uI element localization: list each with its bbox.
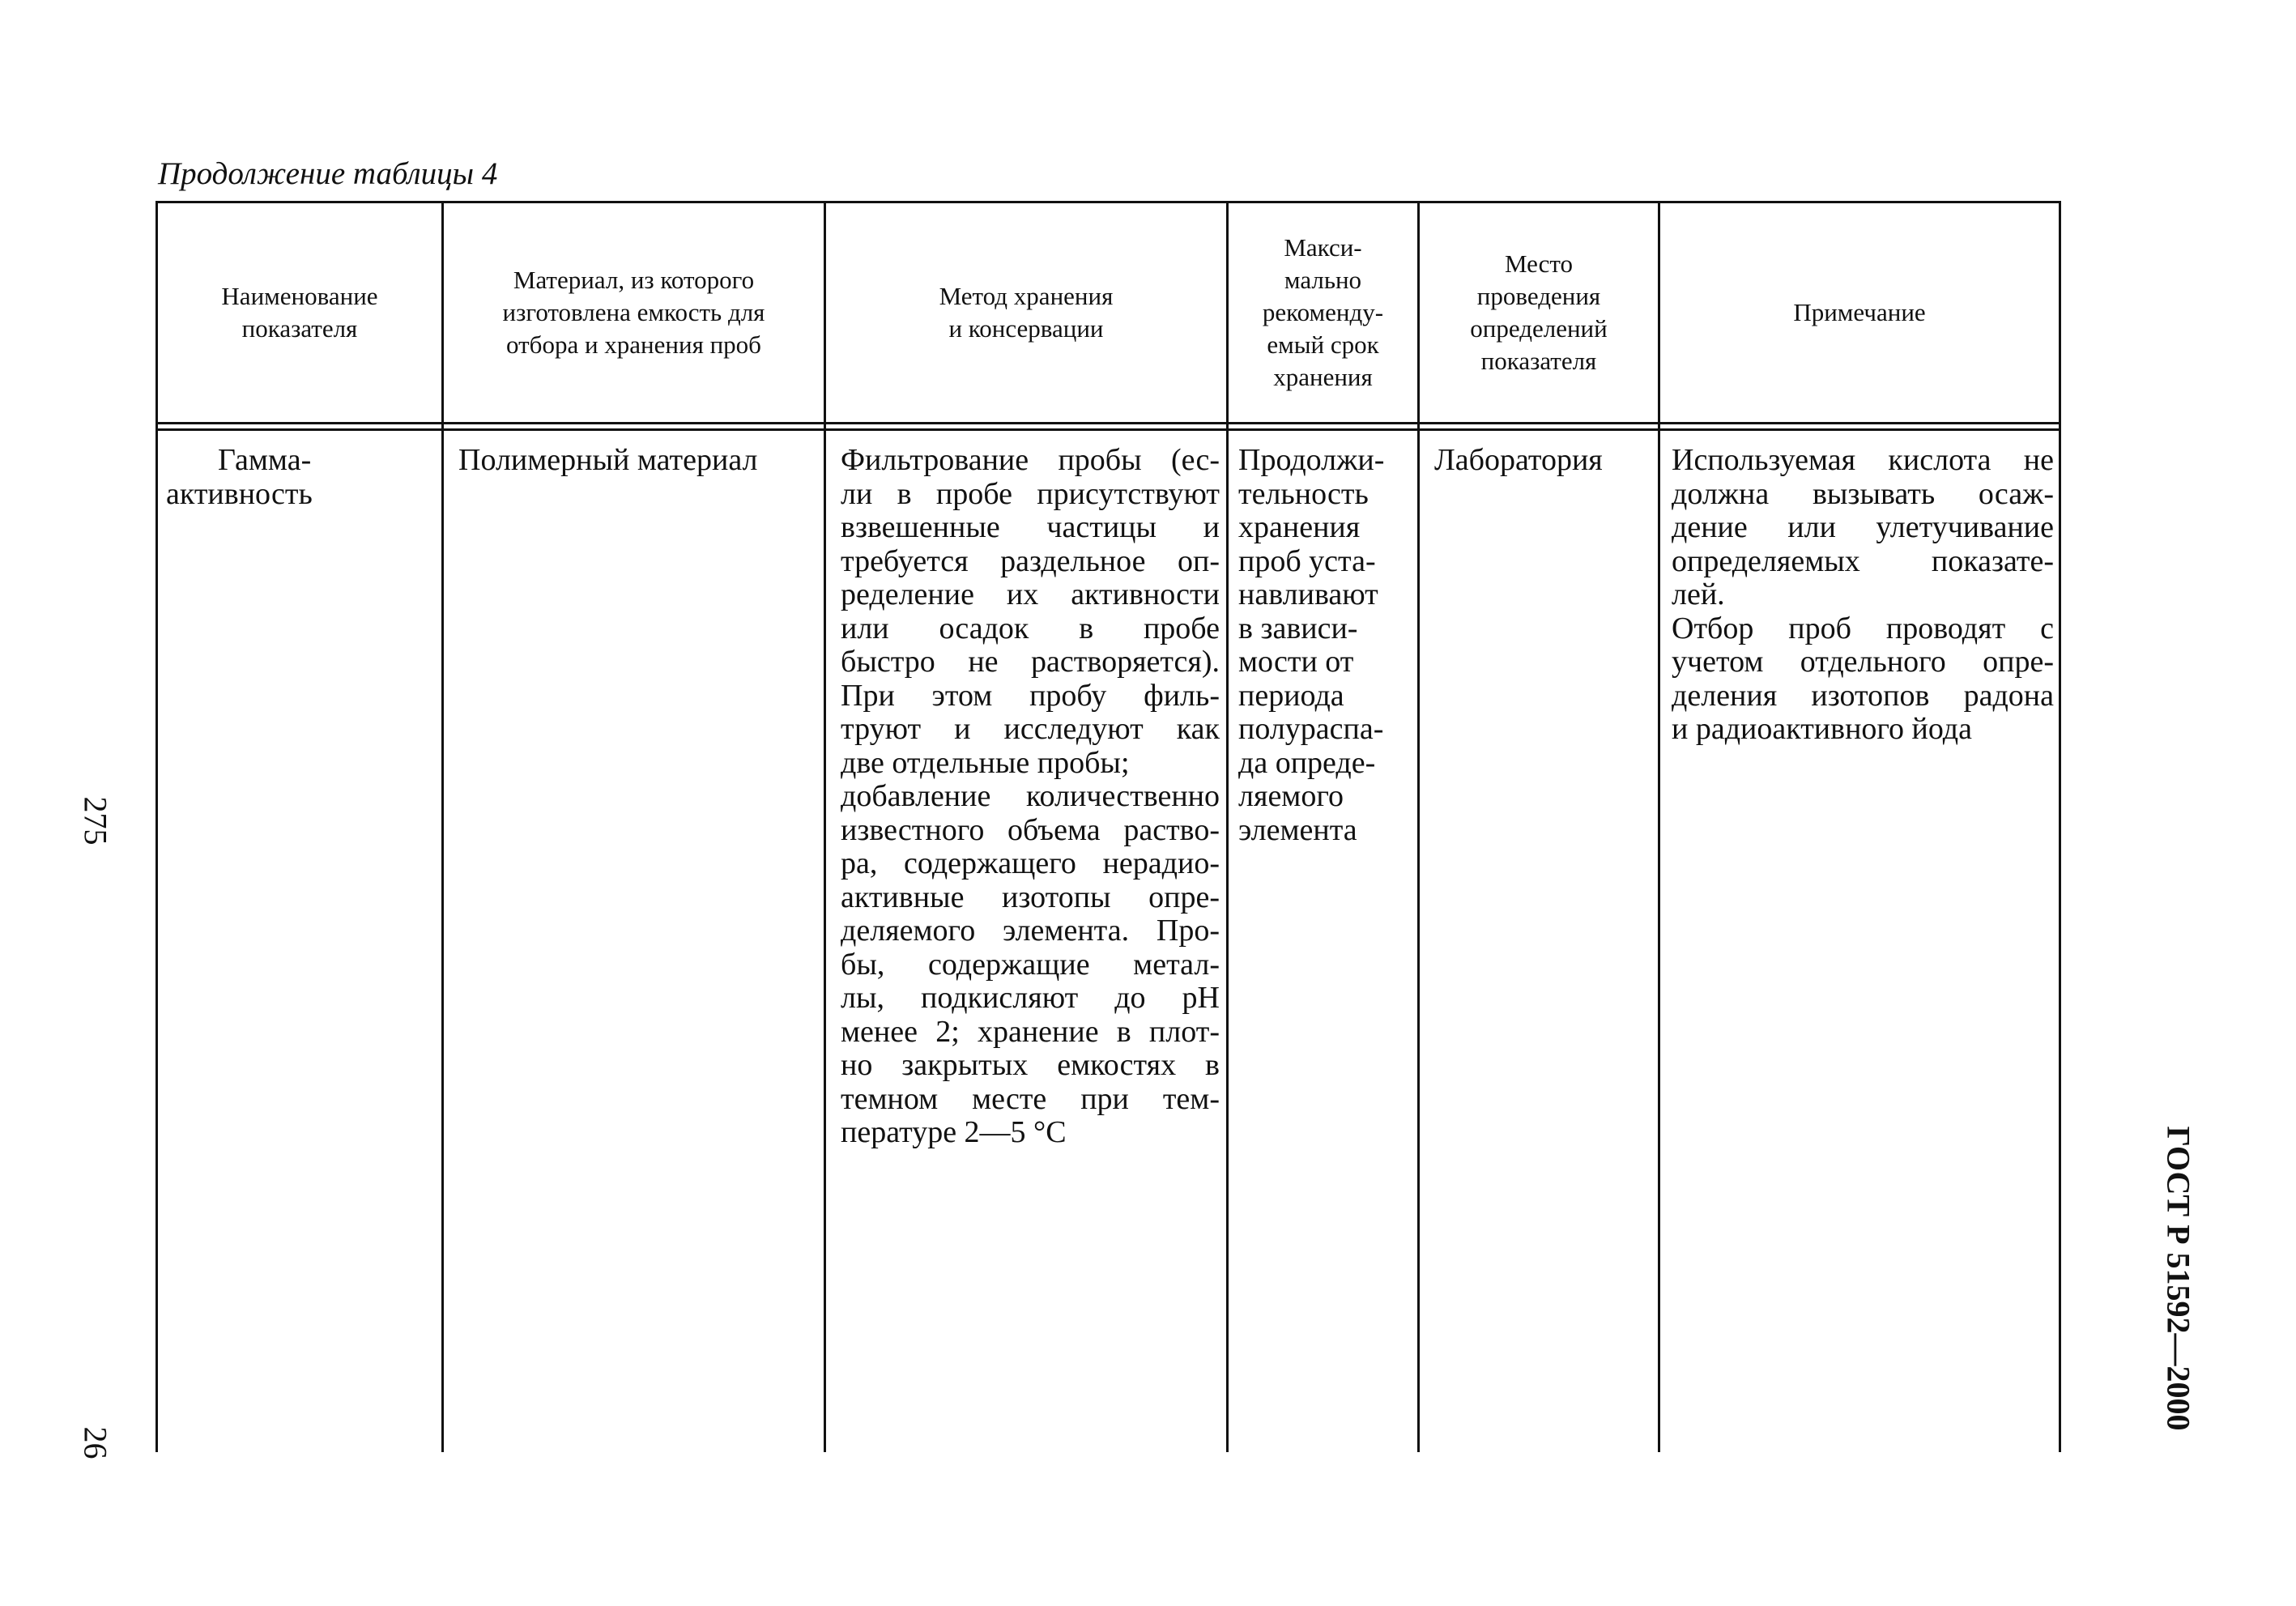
text-line: Используемая кислота не xyxy=(1672,443,2054,477)
text-line: ределение их активности xyxy=(841,577,1220,611)
header-location: Место проведения определений показателя xyxy=(1470,249,1608,375)
header-method: Метод хранения и консервации xyxy=(939,282,1114,343)
header-indicator: Наименование показателя xyxy=(221,282,378,343)
text-line: Отбор проб проводят с xyxy=(1672,611,2054,645)
text-line: мости от xyxy=(1238,645,1354,679)
text-line: и радиоактивного йода xyxy=(1672,712,1973,746)
text-line: хранения xyxy=(1238,510,1361,544)
text-line: активные изотопы опре- xyxy=(841,880,1220,914)
text-line: добавление количественно xyxy=(841,779,1220,813)
header-material: Материал, из которого изготовлена емкость для отбора и хранения проб xyxy=(502,266,765,359)
cell-location xyxy=(1420,444,1658,478)
text-line: активность xyxy=(166,476,313,511)
table-caption: Продолжение таблицы 4 xyxy=(158,156,498,191)
cell-storage-period xyxy=(1229,444,1417,847)
page-number-bottom: 26 xyxy=(77,1426,114,1459)
text-line: труют и исследуют как xyxy=(841,712,1220,746)
text-line: в зависи- xyxy=(1238,611,1358,645)
text-line: темном месте при тем- xyxy=(841,1081,1220,1116)
cell-method xyxy=(826,444,1226,1150)
text-line: Лаборатория xyxy=(1434,443,1603,477)
text-line: учетом отдельного опре- xyxy=(1672,645,2054,679)
text-line: Гамма- xyxy=(218,443,312,477)
text-line: дение или улетучивание xyxy=(1672,510,2054,544)
text-line: ра, содержащего нерадио- xyxy=(841,846,1220,880)
text-line: тельность xyxy=(1238,476,1369,511)
text-line: требуется раздельное оп- xyxy=(841,543,1220,578)
cell-material xyxy=(444,444,824,478)
text-line: но закрытых емкостях в xyxy=(841,1048,1220,1082)
text-line: взвешенные частицы и xyxy=(841,510,1220,544)
cell-indicator xyxy=(158,444,441,511)
text-line: проб уста- xyxy=(1238,543,1376,578)
text-line: быстро не растворяется). xyxy=(841,645,1220,679)
text-line: две отдельные пробы; xyxy=(841,745,1130,780)
text-line: определяемых показате- xyxy=(1672,543,2054,578)
text-line: пературе 2—5 °С xyxy=(841,1115,1067,1149)
text-line: деления изотопов радона xyxy=(1672,678,2054,713)
text-line: элемента xyxy=(1238,812,1357,847)
page-number-top: 275 xyxy=(77,796,114,846)
text-line: да опреде- xyxy=(1238,745,1376,780)
text-line: периода xyxy=(1238,678,1344,713)
text-line: ли в пробе присутствуют xyxy=(841,476,1220,511)
text-line: известного объема раство- xyxy=(841,812,1220,847)
cell-note xyxy=(1660,444,2059,747)
text-line: деляемого элемента. Про- xyxy=(841,914,1220,948)
data-table xyxy=(155,201,2061,1452)
text-line: или осадок в пробе xyxy=(841,611,1220,645)
text-line: При этом пробу филь- xyxy=(841,678,1220,713)
text-line: бы, содержащие метал- xyxy=(841,947,1220,982)
text-line: ляемого xyxy=(1238,779,1344,813)
standard-designation: ГОСТ Р 51592—2000 xyxy=(2160,1126,2197,1431)
text-line: лей. xyxy=(1672,577,1725,611)
text-line: должна вызывать осаж- xyxy=(1672,476,2054,511)
text-line: Продолжи- xyxy=(1238,443,1385,477)
header-storage-period: Макси- мально рекоменду- емый срок хранения xyxy=(1262,233,1384,391)
text-line: навливают xyxy=(1238,577,1378,611)
text-line: Фильтрование пробы (ес- xyxy=(841,443,1220,477)
table-border-right xyxy=(2059,201,2061,1452)
text-line: полураспа- xyxy=(1238,712,1384,746)
text-line: лы, подкисляют до pH xyxy=(841,981,1220,1015)
text-line: Полимерный материал xyxy=(458,443,758,477)
header-note: Примечание xyxy=(1793,298,1926,326)
text-line: менее 2; хранение в плот- xyxy=(841,1014,1220,1049)
